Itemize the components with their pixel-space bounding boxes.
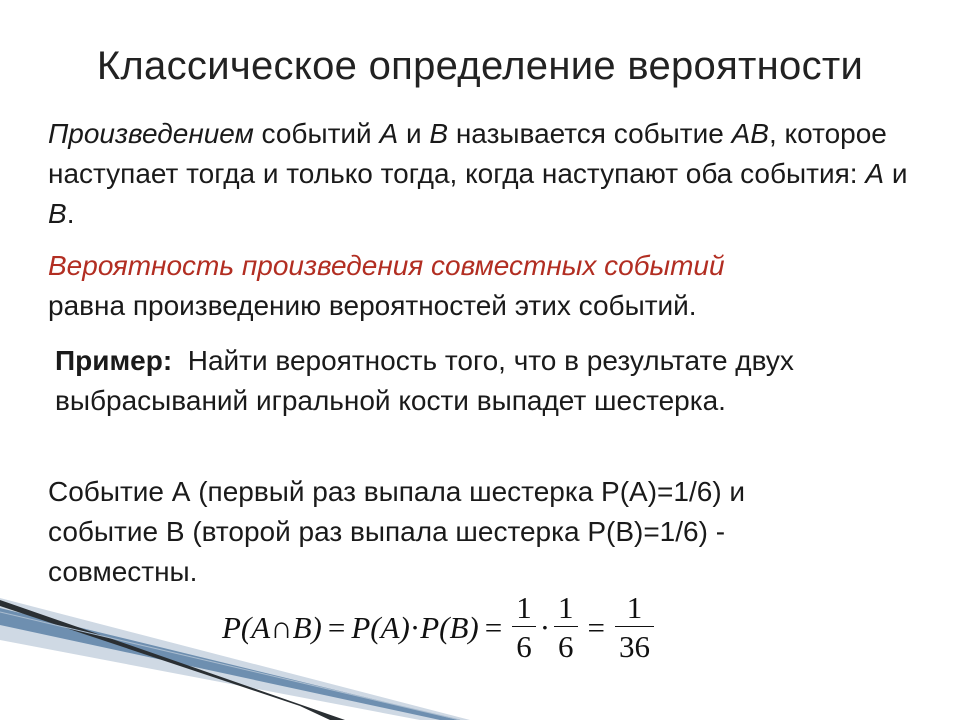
- formula-pa: P(A): [351, 610, 410, 645]
- definition-paragraph: Произведением событий A и B называется событие AB, которое наступает тогда и только тогда, когда наступают оба события: A и B.: [48, 118, 908, 229]
- example-paragraph: [55, 341, 875, 421]
- events-line-2: событие В (второй раз выпала шестерка Р(В)=1/6) -: [48, 516, 726, 547]
- definition-term: Произведением: [48, 118, 254, 149]
- formula-pb: P(B): [420, 610, 479, 645]
- rule-paragraph: [48, 246, 928, 326]
- events-line-1: Событие А (первый раз выпала шестерка Р(А)=1/6) и: [48, 476, 746, 507]
- formula-lhs: P(A∩B): [222, 610, 322, 645]
- fraction-2: $\frac{1}{6}$: [554, 590, 578, 667]
- example-text: Найти вероятность того, что в результате двух выбрасываний игральной кости выпадет шестерка.: [55, 345, 794, 416]
- example-label: Пример:: [55, 345, 173, 376]
- rule-text: равна произведению вероятностей этих событий.: [48, 290, 697, 321]
- rule-highlight: Вероятность произведения совместных событий: [48, 250, 725, 281]
- probability-formula: P(A∩B) = P(A) · P(B) = $\frac{1}{6}$ · $\frac{1}{6}$ = $\frac{1}{36}$: [222, 588, 658, 668]
- slide-title: Классическое определение вероятности: [96, 44, 864, 88]
- fraction-result: $\frac{1}{36}$: [615, 590, 654, 667]
- fraction-1: $\frac{1}{6}$: [512, 590, 536, 667]
- events-paragraph: [48, 472, 928, 592]
- events-line-3: совместны.: [48, 556, 198, 587]
